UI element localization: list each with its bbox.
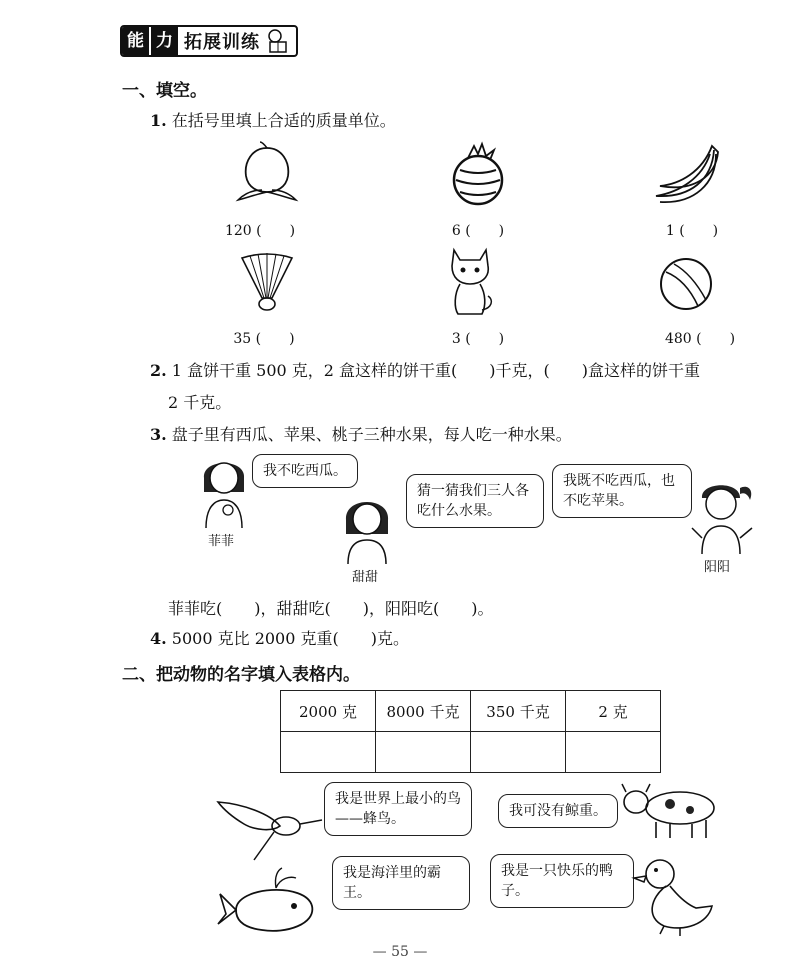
q3-number: 3. — [150, 425, 167, 444]
answer-cell[interactable] — [471, 732, 566, 773]
table-header-cell: 2000 克 — [281, 691, 376, 732]
whale-icon — [216, 866, 320, 936]
q3-text: 盘子里有西瓜、苹果、桃子三种水果，每人吃一种水果。 — [171, 425, 572, 444]
name-tiantian: 甜甜 — [352, 570, 379, 585]
badge-dark-2: 力 — [151, 27, 178, 55]
q4-number: 4. — [150, 629, 167, 648]
kitten-icon — [444, 244, 498, 318]
hummingbird-icon — [214, 796, 324, 862]
q1-item-5-label: 3 ( ) — [451, 331, 505, 347]
answer-cell[interactable] — [566, 732, 661, 773]
q2-number: 2. — [150, 361, 167, 380]
q2-text-line2: 2 千克。 — [168, 393, 232, 412]
table-header-cell: 8000 千克 — [376, 691, 471, 732]
q3-answer: 菲菲吃( )，甜甜吃( )，阳阳吃( )。 — [168, 599, 494, 618]
bubble-yangyang: 我既不吃西瓜，也不吃苹果。 — [552, 464, 692, 518]
peach-icon — [232, 140, 302, 208]
bubble-cow: 我可没有鲸重。 — [498, 794, 618, 828]
name-yangyang: 阳阳 — [704, 560, 731, 575]
watermelon-icon — [446, 140, 510, 208]
reading-kid-icon — [264, 28, 290, 54]
q1-item-6-label: 480 ( ) — [664, 331, 736, 347]
bubble-hummingbird: 我是世界上最小的鸟——蜂鸟。 — [324, 782, 472, 836]
ball-icon — [658, 256, 714, 312]
girl-tiantian-icon — [342, 492, 392, 564]
q1-number: 1. — [150, 111, 167, 130]
q1-item-1-label: 120 ( ) — [224, 223, 296, 239]
duck-icon — [630, 852, 718, 936]
name-feifei: 菲菲 — [208, 534, 235, 549]
bubble-duck: 我是一只快乐的鸭子。 — [490, 854, 634, 908]
banana-icon — [650, 140, 724, 206]
bubble-whale: 我是海洋里的霸王。 — [332, 856, 470, 910]
q1-item-3-label: 1 ( ) — [665, 223, 719, 239]
answer-cell[interactable] — [376, 732, 471, 773]
bubble-feifei: 我不吃西瓜。 — [252, 454, 358, 488]
q1-text: 在括号里填上合适的质量单位。 — [171, 111, 396, 130]
q4-line — [150, 626, 409, 649]
answer-cell[interactable] — [281, 732, 376, 773]
girl-feifei-icon — [198, 452, 250, 528]
section1-title: 一、填空。 — [122, 81, 207, 101]
page-number: — 55 — — [372, 944, 428, 960]
section-badge — [120, 24, 298, 58]
badge-dark-1: 能 — [122, 27, 149, 55]
table-header-cell: 2 克 — [566, 691, 661, 732]
q3-line — [150, 422, 572, 445]
bubble-tiantian: 猜一猜我们三人各吃什么水果。 — [406, 474, 544, 528]
q1-line — [150, 108, 396, 131]
q1-item-2-label: 6 ( ) — [451, 223, 505, 239]
q1-item-4-label: 35 ( ) — [233, 331, 295, 347]
section2-title: 二、把动物的名字填入表格内。 — [122, 665, 360, 685]
table-header-cell: 350 千克 — [471, 691, 566, 732]
q2-line1 — [150, 358, 700, 381]
table-answer-row — [281, 732, 661, 773]
weight-table — [280, 690, 661, 773]
badge-title: 拓展训练 — [184, 32, 260, 53]
q4-text: 5000 克比 2000 克重( )克。 — [171, 629, 409, 648]
table-header-row — [281, 691, 661, 732]
cow-icon — [620, 780, 720, 840]
q2-text-line1: 1 盒饼干重 500 克，2 盒这样的饼干重( )千克，( )盒这样的饼干重 — [171, 361, 701, 380]
shuttlecock-icon — [238, 250, 296, 314]
girl-yangyang-icon — [690, 476, 756, 554]
